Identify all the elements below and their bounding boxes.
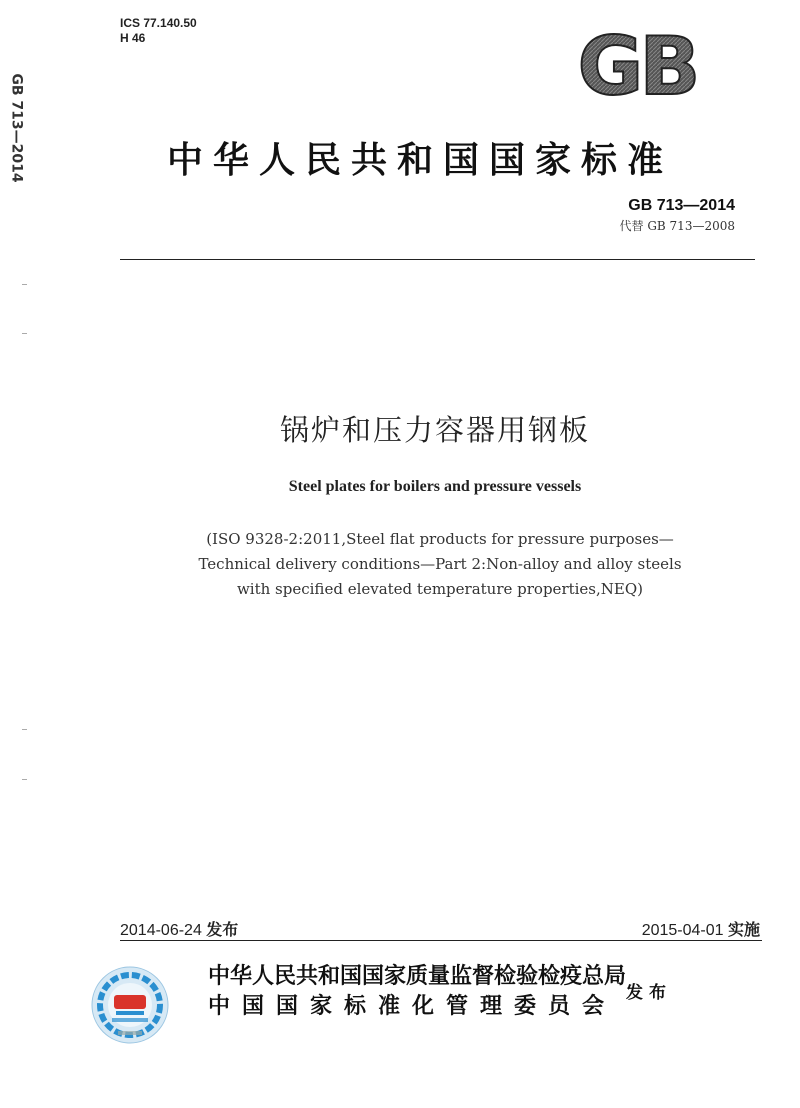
margin-tick [22,284,27,285]
issue-date [120,917,238,940]
anti-counterfeit-seal-icon [90,965,170,1045]
issue-date-value: 2014-06-24 [120,922,202,939]
header-divider [120,259,755,260]
svg-text:GB: GB [577,26,697,106]
implement-date-value: 2015-04-01 [641,922,724,939]
replaces-standard: 代替 GB 713—2008 [619,219,735,233]
footer-divider [120,940,762,941]
implement-date [642,917,760,940]
iso-reference-line: Technical delivery conditions—Part 2:Non-alloy and alloy steels [198,555,682,573]
margin-tick [22,779,27,780]
standard-number: GB 713—2014 [628,197,735,214]
iso-reference-line: with specified elevated temperature properties,NEQ) [236,580,644,598]
gb-logo [557,26,717,106]
ics-code: ICS 77.140.50 [120,16,197,30]
document-title-en: Steel plates for boilers and pressure vessels [288,478,582,495]
issuing-authorities [208,962,626,1022]
issuer-sac: 中国国家标准化管理委员会 [208,994,617,1019]
document-title-cn: 锅炉和压力容器用钢板 [279,413,590,447]
issue-date-label: 发布 [206,920,239,939]
iso-reference [170,527,710,602]
issuer-aqsiq: 中华人民共和国国家质量监督检验检疫总局 [208,964,627,989]
iso-reference-line: (ISO 9328-2:2011,Steel flat products for pressure purposes— [206,530,674,548]
standard-number-block [620,197,735,234]
side-standard-code: GB 713—2014 [8,73,25,183]
classification-codes [120,16,197,46]
ccs-code: H 46 [120,31,146,45]
margin-tick [22,729,27,730]
implement-date-label: 实施 [727,920,760,939]
margin-tick [22,333,27,334]
publish-label: 发布 [626,983,672,1003]
national-standard-title: 中华人民共和国国家标准 [166,140,673,181]
